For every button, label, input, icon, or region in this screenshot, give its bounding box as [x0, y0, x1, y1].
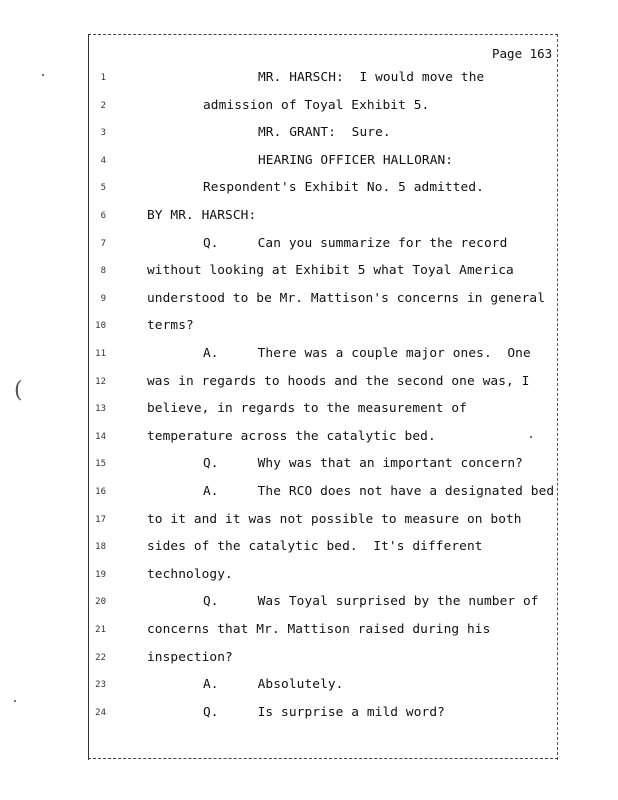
transcript-line — [0, 263, 618, 283]
line-number: 16 — [95, 487, 106, 497]
line-number: 7 — [100, 238, 106, 249]
line-number: 19 — [95, 569, 106, 580]
transcript-line — [0, 208, 618, 228]
line-number: 3 — [100, 128, 106, 139]
line-number: 22 — [95, 652, 106, 663]
transcript-line — [0, 429, 618, 449]
transcript-line — [0, 125, 618, 145]
line-number: 10 — [95, 321, 106, 332]
line-text: BY MR. HARSCH: — [147, 208, 257, 223]
page-number: Page 163 — [492, 46, 553, 61]
transcript-line — [0, 456, 618, 476]
line-text: A. There was a couple major ones. One — [203, 346, 531, 361]
transcript-line — [0, 484, 618, 504]
transcript-line — [0, 539, 618, 559]
transcript-line — [0, 318, 618, 338]
line-number: 20 — [95, 597, 106, 608]
line-number: 17 — [95, 514, 106, 525]
line-number: 15 — [95, 459, 106, 470]
transcript-line — [0, 291, 618, 311]
scan-speck — [530, 436, 532, 438]
line-text: Q. Was Toyal surprised by the number of — [203, 594, 539, 610]
transcript-line — [0, 512, 618, 532]
line-text: was in regards to hoods and the second one was, I — [147, 373, 530, 389]
line-number: 8 — [100, 266, 106, 277]
transcript-line — [0, 374, 618, 394]
line-text: MR. HARSCH: I would move the — [258, 70, 485, 85]
transcript-line — [0, 622, 618, 642]
scan-speck — [42, 74, 44, 76]
transcript-line — [0, 705, 618, 725]
line-number: 21 — [95, 625, 106, 635]
line-text: A. The RCO does not have a designated bed — [203, 484, 555, 499]
line-number: 13 — [95, 404, 106, 415]
transcript-line — [0, 70, 618, 90]
line-number: 24 — [95, 707, 106, 718]
line-text: understood to be Mr. Mattison's concerns in general — [147, 290, 546, 306]
line-number: 2 — [100, 100, 106, 111]
line-text: to it and it was not possible to measure on both — [147, 511, 522, 527]
line-number: 9 — [100, 293, 106, 304]
line-text: admission of Toyal Exhibit 5. — [203, 97, 430, 113]
line-text: HEARING OFFICER HALLORAN: — [258, 152, 454, 168]
transcript-line — [0, 401, 618, 421]
line-number: 5 — [100, 183, 106, 194]
transcript-line — [0, 567, 618, 587]
line-text: without looking at Exhibit 5 what Toyal America — [147, 263, 514, 279]
line-number: 11 — [95, 349, 106, 359]
line-text: inspection? — [147, 649, 233, 665]
margin-bracket-mark: ( — [14, 378, 23, 403]
line-number: 12 — [95, 376, 106, 387]
transcript-line — [0, 677, 618, 697]
transcript-line — [0, 346, 618, 366]
transcript-line — [0, 594, 618, 614]
transcript-line — [0, 650, 618, 670]
line-text: believe, in regards to the measurement of — [147, 401, 467, 417]
line-number: 23 — [95, 680, 106, 691]
line-text: terms? — [147, 318, 194, 334]
line-text: sides of the catalytic bed. It's different — [147, 539, 483, 555]
line-text: Q. Can you summarize for the record — [203, 235, 508, 251]
line-text: temperature across the catalytic bed. — [147, 428, 436, 444]
line-number: 6 — [100, 211, 106, 221]
line-number: 1 — [100, 73, 106, 83]
transcript-line — [0, 153, 618, 173]
line-text: concerns that Mr. Mattison raised during his — [147, 622, 491, 637]
transcript-line — [0, 98, 618, 118]
line-text: Respondent's Exhibit No. 5 admitted. — [203, 180, 484, 196]
line-text: A. Absolutely. — [203, 677, 344, 693]
page-border-bottom — [88, 758, 558, 759]
line-text: technology. — [147, 566, 233, 582]
transcript-line — [0, 180, 618, 200]
page-border-top — [88, 34, 558, 35]
line-text: MR. GRANT: Sure. — [258, 125, 391, 141]
line-text: Q. Why was that an important concern? — [203, 456, 523, 472]
transcript-line — [0, 236, 618, 256]
scan-speck — [14, 700, 16, 702]
line-text: Q. Is surprise a mild word? — [203, 704, 445, 720]
line-number: 4 — [100, 155, 106, 166]
line-number: 14 — [95, 431, 106, 442]
line-number: 18 — [95, 542, 106, 553]
